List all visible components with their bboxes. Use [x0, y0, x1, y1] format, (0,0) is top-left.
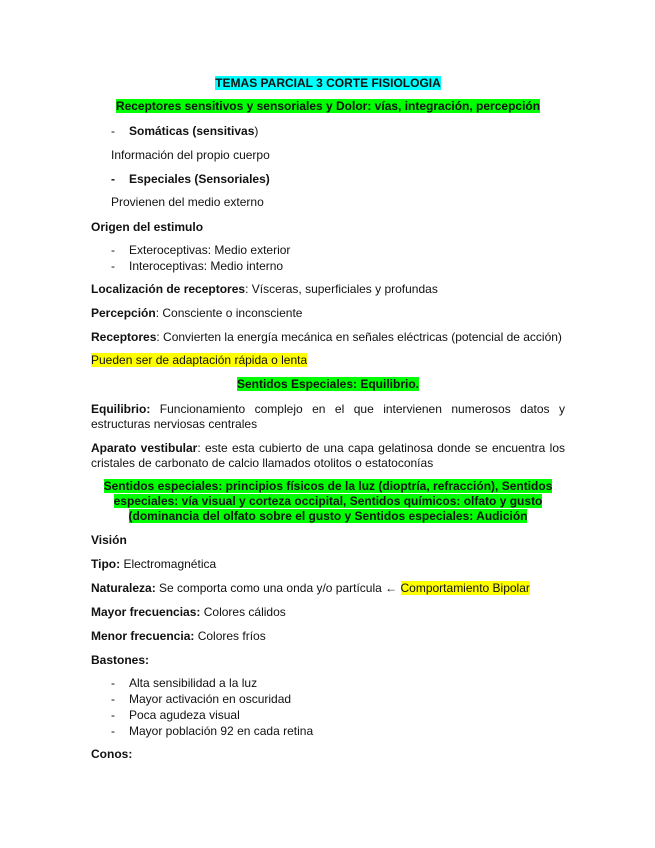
adaptacion-paragraph	[91, 353, 565, 368]
somaticas-suffix: )	[254, 124, 259, 138]
mayor-text: Colores cálidos	[200, 605, 286, 619]
section3-heading-line1: Sentidos especiales: principios físicos de la luz (dioptría, refracción), Sentidos	[103, 479, 553, 493]
section3-heading-line2: especiales: vía visual y corteza occipital, Sentidos químicos: olfato y gusto	[113, 494, 543, 508]
vision-heading	[91, 533, 565, 548]
equilibrio-paragraph	[91, 402, 565, 432]
somaticas-description: Información del propio cuerpo	[111, 148, 270, 162]
vision-heading-text: Visión	[91, 533, 127, 547]
bastones-item: Poca agudeza visual	[129, 708, 240, 722]
origen-item-interoceptivas: Interoceptivas: Medio interno	[129, 259, 284, 273]
tipo-label: Tipo:	[91, 557, 121, 571]
localizacion-paragraph	[91, 282, 565, 297]
aparato-paragraph	[91, 441, 565, 471]
aparato-label: Aparato vestibular	[91, 441, 198, 455]
bastones-item: Mayor activación en oscuridad	[129, 692, 292, 706]
list-item-especiales	[111, 172, 270, 187]
section-heading-equilibrio	[91, 377, 565, 392]
menor-frecuencia-paragraph	[91, 629, 565, 644]
localizacion-text: : Vísceras, superficiales y profundas	[245, 282, 438, 296]
menor-label: Menor frecuencia:	[91, 629, 195, 643]
equilibrio-label: Equilibrio:	[91, 402, 151, 416]
receptores-label: Receptores	[91, 330, 157, 344]
list-item: - Mayor activación en oscuridad	[111, 692, 292, 706]
bastones-heading-text: Bastones:	[91, 653, 150, 667]
localizacion-label: Localización de receptores	[91, 282, 246, 296]
conos-heading	[91, 747, 565, 762]
list-item-somaticas	[111, 124, 258, 139]
conos-heading-text: Conos:	[91, 747, 133, 761]
origen-heading-text: Origen del estimulo	[91, 220, 204, 234]
origen-item-exteroceptivas: Exteroceptivas: Medio exterior	[129, 243, 291, 257]
section-heading-sentidos-line2	[91, 494, 565, 509]
mayor-frecuencia-paragraph	[91, 605, 565, 620]
list-item: - Alta sensibilidad a la luz	[111, 676, 258, 690]
aparato-text: : este esta cubierto de una capa gelatinosa donde se encuentra los cristales de carbonato de calcio llamados otolitos o estatoconías	[91, 441, 565, 470]
receptores-text: : Convierten la energía mecánica en señales eléctricas (potencial de acción)	[156, 330, 562, 344]
bastones-heading	[91, 653, 565, 668]
document-title	[91, 76, 565, 91]
tipo-text: Electromagnética	[120, 557, 217, 571]
menor-text: Colores fríos	[194, 629, 266, 643]
percepcion-paragraph	[91, 306, 565, 321]
tipo-paragraph	[91, 557, 565, 572]
section-heading-receptores	[91, 99, 565, 114]
section2-heading-text: Sentidos Especiales: Equilibrio.	[236, 377, 420, 391]
naturaleza-label: Naturaleza:	[91, 581, 156, 595]
naturaleza-highlight: Comportamiento Bipolar	[400, 581, 530, 595]
section-heading-sentidos-line3	[91, 509, 565, 524]
receptores-paragraph	[91, 330, 565, 345]
left-arrow-icon: ←	[385, 581, 398, 595]
bastones-item: Mayor población 92 en cada retina	[129, 724, 314, 738]
dash-marker: -	[111, 172, 115, 186]
list-item: - Exteroceptivas: Medio exterior	[111, 243, 291, 257]
naturaleza-text: Se comporta como una onda y/o partícula	[155, 581, 386, 595]
title-text: TEMAS PARCIAL 3 CORTE FISIOLOGIA	[215, 76, 441, 90]
bastones-item: Alta sensibilidad a la luz	[129, 676, 258, 690]
naturaleza-paragraph	[91, 581, 565, 596]
percepcion-label: Percepción	[91, 306, 156, 320]
list-item: - Poca agudeza visual	[111, 708, 240, 722]
section3-heading-line3: (dominancia del olfato sobre el gusto y Sentidos especiales: Audición	[128, 509, 528, 523]
section1-heading-text: Receptores sensitivos y sensoriales y Dolor: vías, integración, percepción	[115, 99, 541, 113]
especiales-description: Provienen del medio externo	[111, 195, 264, 209]
somaticas-label: Somáticas (sensitivas	[129, 124, 255, 138]
equilibrio-text: Funcionamiento complejo en el que intervienen numerosos datos y estructuras nerviosas centrales	[91, 402, 565, 431]
origen-heading	[91, 220, 565, 235]
dash-marker: -	[111, 124, 115, 138]
list-item: - Interoceptivas: Medio interno	[111, 259, 284, 273]
especiales-label: Especiales (Sensoriales)	[129, 172, 270, 186]
section-heading-sentidos-line1	[91, 479, 565, 494]
adaptacion-highlight: Pueden ser de adaptación rápida o lenta	[91, 353, 308, 367]
percepcion-text: : Consciente o inconsciente	[155, 306, 303, 320]
mayor-label: Mayor frecuencias:	[91, 605, 201, 619]
list-item: - Mayor población 92 en cada retina	[111, 724, 314, 738]
